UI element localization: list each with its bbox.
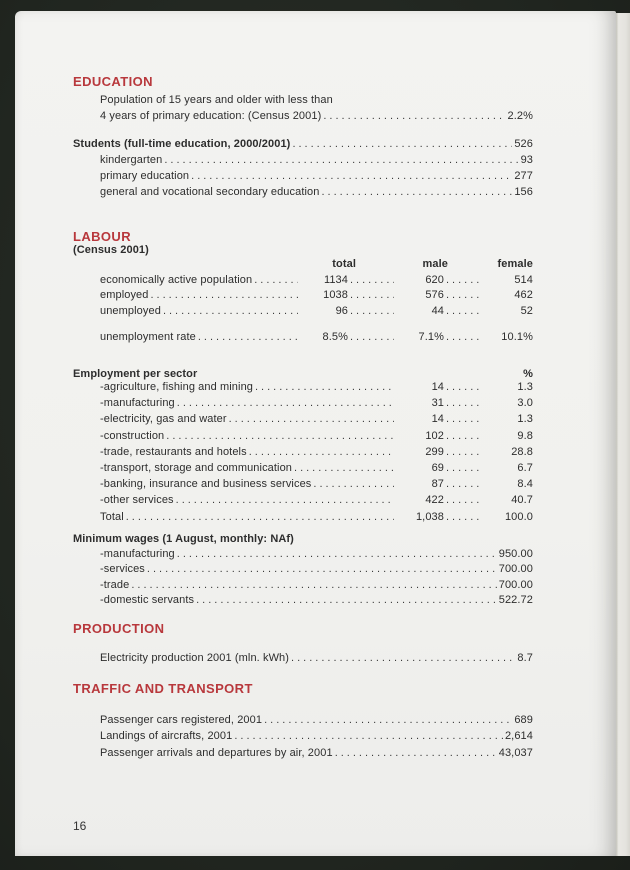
table-row: -agriculture, fishing and mining ..... 14 ..... 1.3 bbox=[100, 379, 533, 395]
dot-leader bbox=[177, 395, 394, 411]
education-value: 2.2% bbox=[507, 109, 533, 122]
table-row: -trade, restaurants and hotels ..... 299 ..... 28.8 bbox=[100, 444, 533, 460]
dot-leader bbox=[446, 379, 483, 395]
education-line1: Population of 15 years and older with less than bbox=[100, 94, 333, 106]
dot-leader bbox=[234, 728, 503, 744]
table-row: -other services ..... 422 ..... 40.7 bbox=[100, 492, 533, 508]
dot-leader bbox=[131, 578, 496, 593]
table-row: employed ..... 1038 ..... 576 ..... 462 bbox=[100, 288, 533, 304]
dot-leader bbox=[446, 411, 483, 427]
column-header-male: male bbox=[422, 258, 448, 270]
dot-leader bbox=[229, 411, 394, 427]
table-row: unemployment rate ..... 8.5% ..... 7.1% ..... 10.1% bbox=[100, 330, 533, 346]
dot-leader bbox=[446, 330, 483, 346]
education-population-item bbox=[73, 93, 533, 124]
dot-leader bbox=[196, 593, 497, 608]
dot-leader bbox=[191, 168, 512, 184]
dot-leader bbox=[446, 492, 483, 508]
table-row-total: Total ..... 1,038 ..... 100.0 bbox=[100, 509, 533, 525]
dot-leader bbox=[446, 273, 483, 289]
list-item: -services ..... 700.00 bbox=[100, 562, 533, 577]
table-header-row bbox=[100, 257, 533, 273]
dot-leader bbox=[446, 304, 483, 320]
list-item: Passenger cars registered, 2001 ..... 689 bbox=[100, 712, 533, 728]
employment-heading: Employment per sector bbox=[73, 368, 198, 380]
dot-leader bbox=[249, 444, 394, 460]
dot-leader bbox=[313, 476, 394, 492]
list-item: general and vocational secondary education ..... 156 bbox=[100, 184, 533, 200]
dot-leader bbox=[166, 428, 394, 444]
dot-leader bbox=[446, 428, 483, 444]
dot-leader bbox=[350, 288, 394, 304]
table-row: economically active population ..... 1134 ..... 620 ..... 514 bbox=[100, 273, 533, 289]
page-number: 16 bbox=[73, 819, 87, 833]
section-heading-traffic: TRAFFIC AND TRANSPORT bbox=[73, 681, 253, 696]
dot-leader bbox=[446, 509, 483, 525]
wages-heading: Minimum wages (1 August, monthly: NAf) bbox=[73, 533, 294, 545]
section-heading-education: EDUCATION bbox=[73, 74, 153, 89]
dot-leader bbox=[254, 273, 298, 289]
dot-leader bbox=[446, 460, 483, 476]
labour-table bbox=[73, 257, 533, 320]
dot-leader bbox=[335, 745, 497, 761]
section-heading-production: PRODUCTION bbox=[73, 621, 165, 636]
dot-leader bbox=[323, 109, 505, 125]
students-label: Students (full-time education, 2000/2001) bbox=[73, 138, 291, 150]
traffic-rows bbox=[73, 712, 533, 761]
unemployment-rate-row bbox=[73, 330, 533, 346]
dot-leader bbox=[446, 476, 483, 492]
dot-leader bbox=[198, 330, 298, 346]
dot-leader bbox=[446, 444, 483, 460]
dot-leader bbox=[350, 273, 394, 289]
table-row: unemployed ..... 96 ..... 44 ..... 52 bbox=[100, 304, 533, 320]
dot-leader bbox=[264, 712, 512, 728]
document-page bbox=[15, 11, 616, 856]
dot-leader bbox=[294, 460, 394, 476]
table-row: -construction ..... 102 ..... 9.8 bbox=[100, 428, 533, 444]
column-header-total: total bbox=[332, 258, 356, 270]
table-row: -manufacturing ..... 31 ..... 3.0 bbox=[100, 395, 533, 411]
dot-leader bbox=[321, 184, 512, 200]
list-item: -domestic servants ..... 522.72 bbox=[100, 593, 533, 608]
dot-leader bbox=[446, 395, 483, 411]
list-item: -manufacturing ..... 950.00 bbox=[100, 547, 533, 562]
dot-leader bbox=[164, 152, 518, 168]
list-item: Electricity production 2001 (mln. kWh) ..... 8.7 bbox=[100, 651, 533, 667]
list-item: primary education ..... 277 bbox=[100, 168, 533, 184]
next-page-edge bbox=[616, 13, 630, 856]
production-rows bbox=[73, 651, 533, 667]
students-total: 526 bbox=[514, 138, 533, 150]
dot-leader bbox=[126, 509, 394, 525]
column-header-female: female bbox=[497, 258, 533, 270]
dot-leader bbox=[147, 562, 497, 577]
wages-rows bbox=[73, 547, 533, 608]
section-heading-labour: LABOUR bbox=[73, 229, 132, 244]
dot-leader bbox=[292, 136, 512, 152]
dot-leader bbox=[446, 288, 483, 304]
dot-leader bbox=[255, 379, 394, 395]
dot-leader bbox=[350, 304, 394, 320]
dot-leader bbox=[151, 288, 299, 304]
list-item: kindergarten ..... 93 bbox=[100, 152, 533, 168]
dot-leader bbox=[176, 492, 394, 508]
dot-leader bbox=[163, 304, 298, 320]
list-item: Passenger arrivals and departures by air, 2001 ..... 43,037 bbox=[100, 745, 533, 761]
table-row: -electricity, gas and water ..... 14 ..... 1.3 bbox=[100, 411, 533, 427]
dot-leader bbox=[291, 651, 515, 667]
labour-subheading: (Census 2001) bbox=[73, 244, 149, 256]
list-item: Landings of aircrafts, 2001 ..... 2,614 bbox=[100, 728, 533, 744]
education-line2: 4 years of primary education: (Census 2001) bbox=[100, 109, 322, 122]
column-header-percent: % bbox=[523, 368, 533, 380]
students-block bbox=[73, 136, 533, 200]
table-row: -transport, storage and communication ..... 69 ..... 6.7 bbox=[100, 460, 533, 476]
list-item: -trade ..... 700.00 bbox=[100, 578, 533, 593]
dot-leader bbox=[177, 547, 497, 562]
dot-leader bbox=[350, 330, 394, 346]
employment-rows bbox=[73, 379, 533, 525]
table-row: -banking, insurance and business services ..... 87 ..... 8.4 bbox=[100, 476, 533, 492]
